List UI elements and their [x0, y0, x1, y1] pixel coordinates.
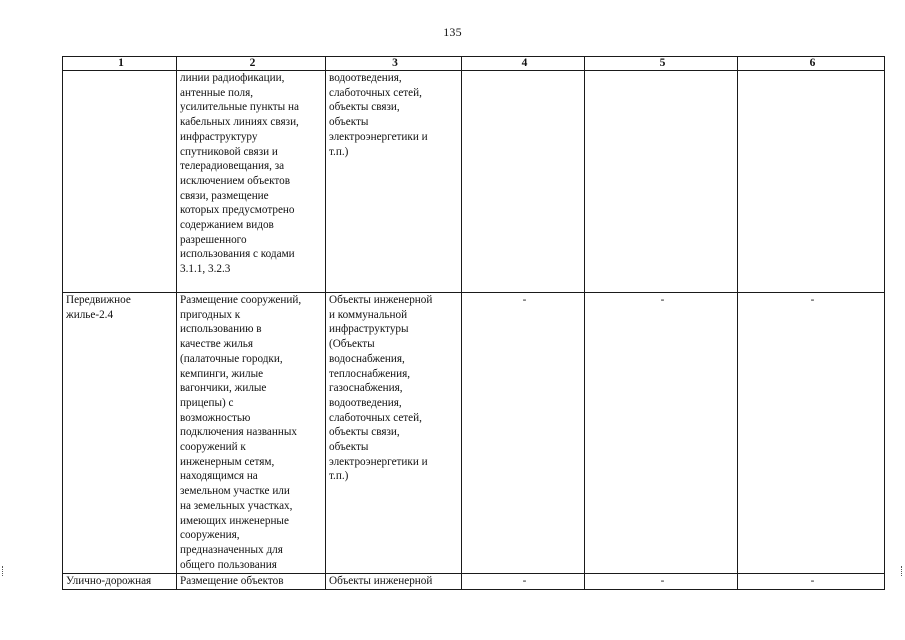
page-number: 135	[443, 25, 462, 39]
regulations-table	[62, 56, 885, 590]
use-description-cell: линии радиофикации, антенные поля, усилительные пункты на кабельных линиях связи, инфраструктуру спутниковой связи и телерадиовещания, за исключением объектов связи, размещение которых предусмотрено содержанием видов разрешенного использования с кодами 3.1.1, 3.2.3	[177, 71, 326, 293]
use-description-cell: Размещение объектов	[177, 574, 326, 590]
scan-edge-mark-right	[901, 566, 904, 576]
column-4-cell: -	[462, 574, 585, 590]
column-header-5: 5	[585, 57, 738, 71]
column-5-cell	[585, 71, 738, 293]
use-type-name-cell	[63, 71, 177, 293]
table-row	[63, 574, 885, 590]
column-header-6: 6	[738, 57, 885, 71]
header-row	[63, 57, 885, 71]
column-4-cell	[462, 71, 585, 293]
auxiliary-objects-cell: Объекты инженерной	[326, 574, 462, 590]
column-header-2: 2	[177, 57, 326, 71]
column-6-cell: -	[738, 574, 885, 590]
table-row	[63, 71, 885, 293]
auxiliary-objects-cell: водоотведения, слаботочных сетей, объекты связи, объекты электроэнергетики и т.п.)	[326, 71, 462, 293]
column-header-1: 1	[63, 57, 177, 71]
use-type-name-cell: Передвижное жилье-2.4	[63, 293, 177, 574]
scan-edge-mark-left	[2, 566, 5, 576]
column-4-cell: -	[462, 293, 585, 574]
use-description-cell: Размещение сооружений, пригодных к использованию в качестве жилья (палаточные городки, кемпинги, жилые вагончики, жилые прицепы) с возможностью подключения названных сооружений к инженерным сетям, находящимся на земельном участке или на земельных участках, имеющих инженерные сооружения, предназначенных для общего пользования	[177, 293, 326, 574]
auxiliary-objects-cell: Объекты инженерной и коммунальной инфраструктуры (Объекты водоснабжения, теплоснабжения, газоснабжения, водоотведения, слаботочных сетей, объекты связи, объекты электроэнергетики и т.п.)	[326, 293, 462, 574]
column-6-cell	[738, 71, 885, 293]
column-6-cell: -	[738, 293, 885, 574]
use-type-name-cell: Улично-дорожная	[63, 574, 177, 590]
column-5-cell: -	[585, 574, 738, 590]
column-header-4: 4	[462, 57, 585, 71]
column-header-3: 3	[326, 57, 462, 71]
table-row	[63, 293, 885, 574]
column-5-cell: -	[585, 293, 738, 574]
